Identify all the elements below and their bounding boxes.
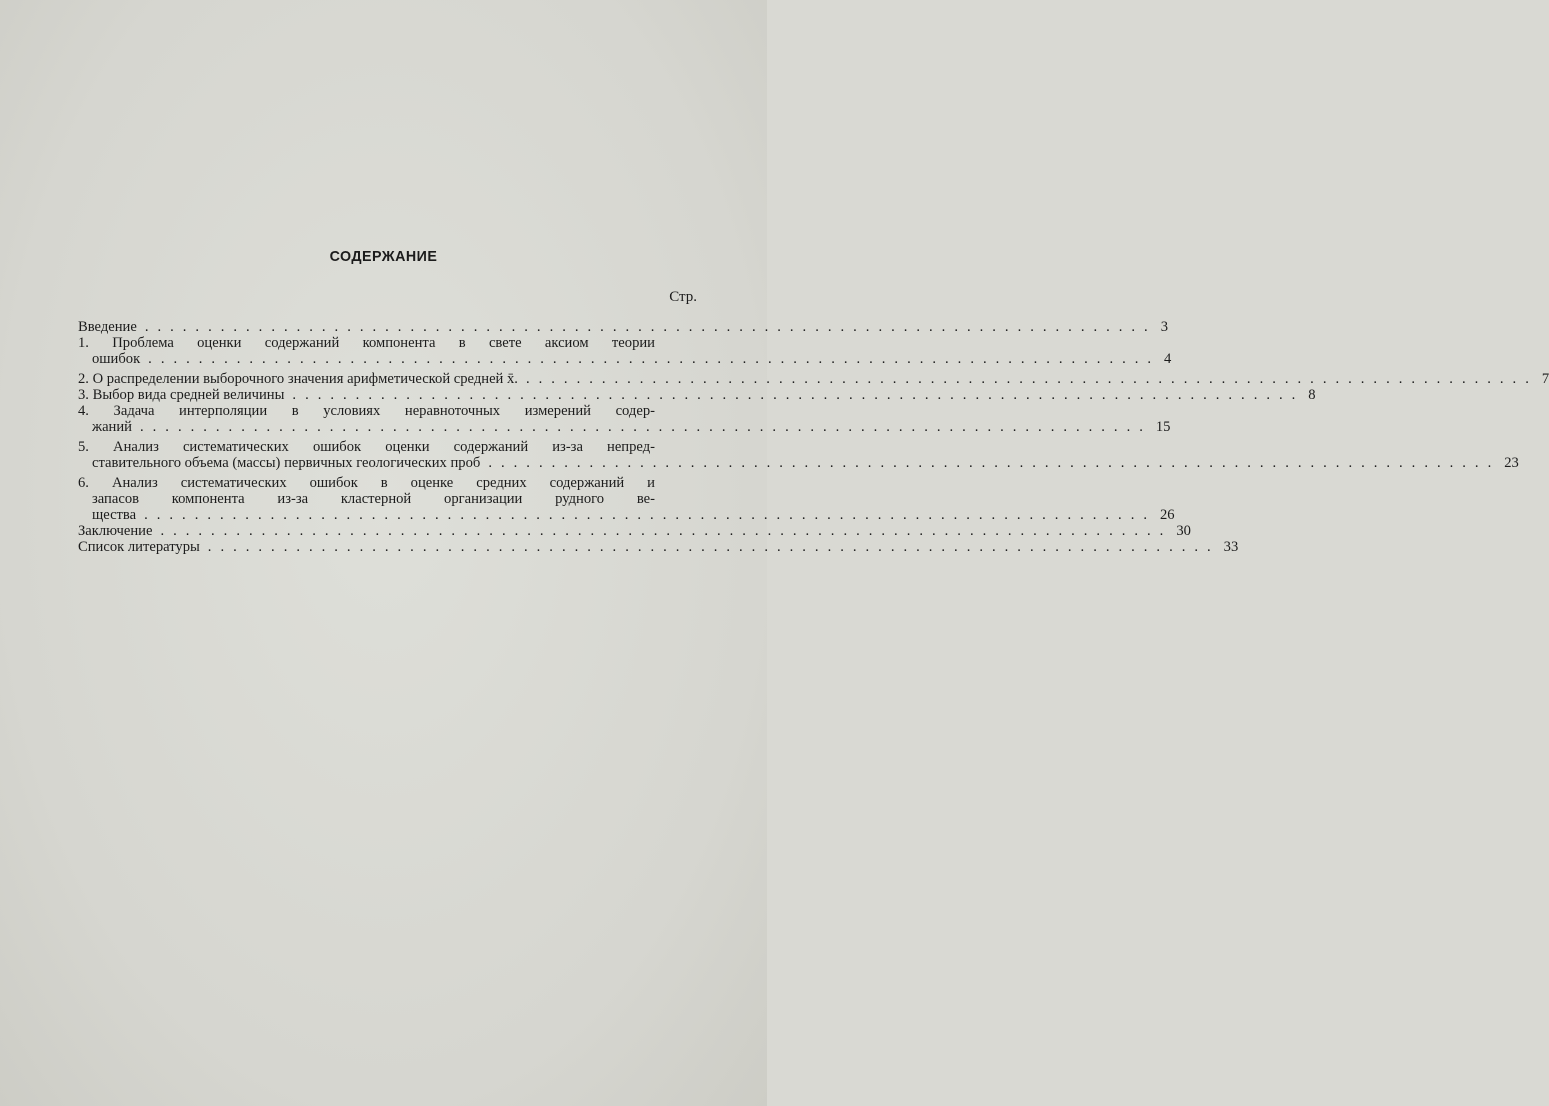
dot-leader: ................................................................................: [140, 419, 1152, 435]
toc-entry-text: 4. Задача интерполяции в условиях неравноточных измерений содер-: [78, 403, 655, 419]
toc-page-number: 3: [1160, 319, 1168, 335]
dot-leader: ................................................................................: [488, 455, 1501, 471]
dot-leader: ................................................................................: [207, 539, 1220, 555]
toc-entry: [78, 475, 1175, 523]
toc-entry: [78, 439, 1519, 471]
toc-entry-text: жаний: [92, 419, 132, 435]
toc-page-number: 30: [1176, 523, 1191, 539]
toc-page-number: 26: [1159, 507, 1175, 523]
toc-entry-text: Список литературы: [78, 539, 200, 555]
toc-entry: [78, 319, 1168, 335]
toc-page-number: 15: [1155, 419, 1171, 435]
dot-leader: ................................................................................: [148, 351, 1161, 367]
toc-entry-text: щества: [92, 507, 137, 523]
toc-entry-text: 5. Анализ систематических ошибок оценки содержаний из-за непред-: [78, 439, 655, 455]
toc-entry-text: запасов компонента из-за кластерной организации рудного ве-: [92, 491, 655, 507]
dot-leader: ................................................................................: [144, 507, 1156, 523]
dot-leader: ................................................................................: [160, 523, 1173, 539]
toc-entry-text: Введение: [78, 319, 137, 335]
page-column-label: Стр.: [669, 289, 697, 305]
toc-page-number: 7: [1541, 371, 1549, 387]
toc-page-number: 23: [1504, 455, 1519, 471]
page-title: СОДЕРЖАНИЕ: [329, 248, 438, 265]
toc-page-number: 4: [1164, 351, 1172, 367]
toc-entry-text: ставительного объема (массы) первичных геологических проб: [92, 455, 481, 471]
toc-page-number: 33: [1223, 539, 1239, 555]
dot-leader: ................................................................................: [292, 387, 1305, 403]
dot-leader: ................................................................................: [525, 371, 1538, 387]
toc-entry-text: 2. О распределении выборочного значения арифметической средней x̄.: [78, 371, 518, 387]
toc-entry: [78, 387, 1316, 403]
toc-page-number: 8: [1308, 387, 1316, 403]
toc-entry: [78, 371, 1549, 387]
toc-entry: [78, 403, 1171, 435]
toc-entry: [78, 523, 1191, 539]
toc-entry-text: ошибок: [92, 351, 141, 367]
toc-entry-text: 3. Выбор вида средней величины: [78, 387, 285, 403]
toc-entry-text: Заключение: [78, 523, 153, 539]
toc-entry-text: 1. Проблема оценки содержаний компонента в свете аксиом теории: [78, 335, 655, 351]
dot-leader: ................................................................................: [144, 319, 1157, 335]
toc-entry: [78, 335, 1172, 367]
table-of-contents: [78, 319, 1549, 555]
toc-entry: [78, 539, 1239, 555]
toc-entry-text: 6. Анализ систематических ошибок в оценке средних содержаний и: [78, 475, 655, 491]
